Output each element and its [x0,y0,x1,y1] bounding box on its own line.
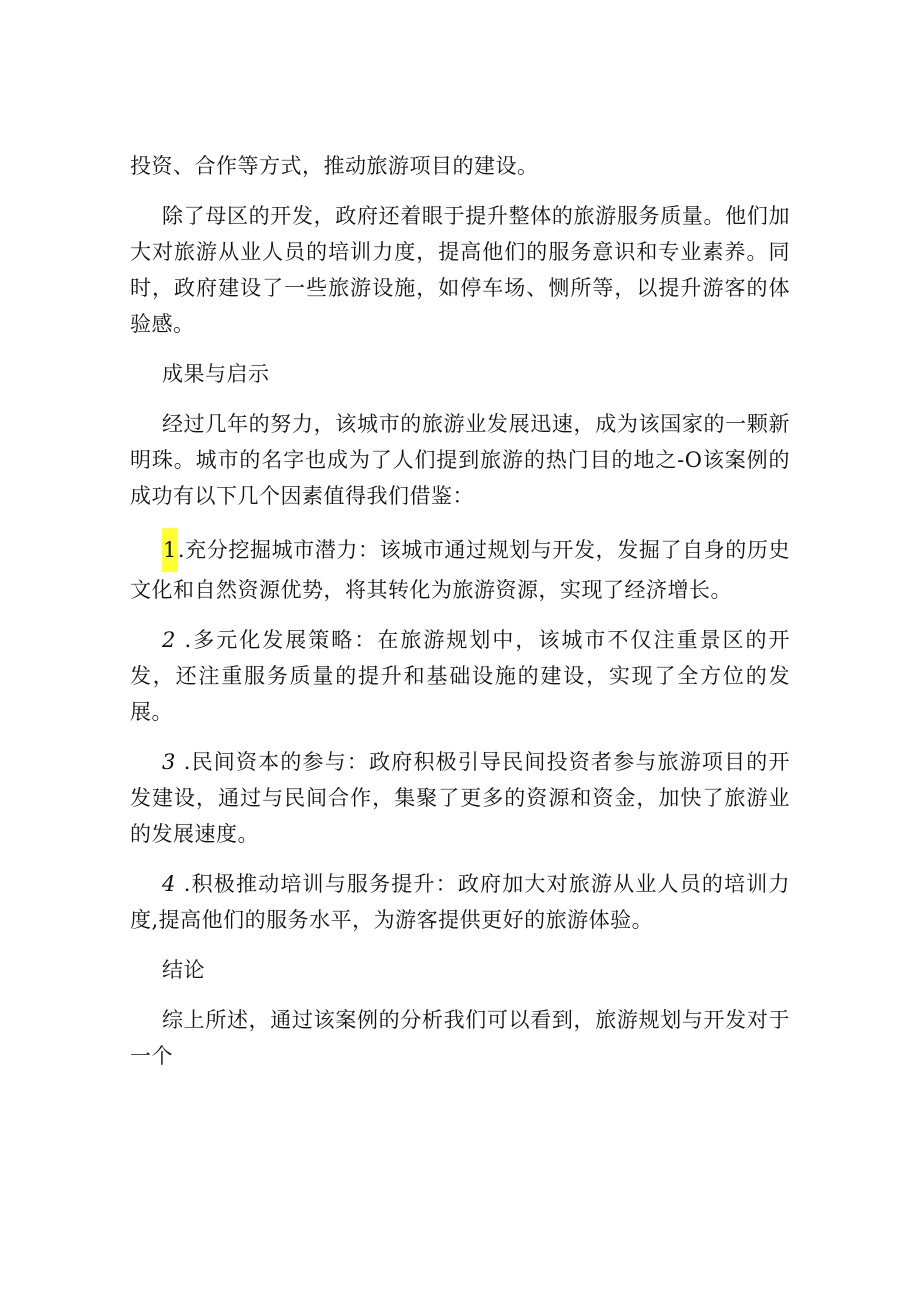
highlighted-item-number: 1 [162,528,178,572]
list-item-3 [130,744,790,852]
list-item-4-text: .积极推动培训与服务提升：政府加大对旅游从业人员的培训力度,提高他们的服务水平，为游客提供更好的旅游体验。 [130,872,790,932]
paragraph-conclusion: 综上所述，通过该案例的分析我们可以看到，旅游规划与开发对于一个 [130,1008,790,1068]
list-item-4-number: 4 [162,872,176,896]
paragraph-results: 经过几年的努力，该城市的旅游业发展迅速，成为该国家的一颗新明珠。城市的名字也成为了人们提到旅游的热门目的地之-O该案例的成功有以下几个因素值得我们借鉴： [130,412,790,508]
document-body [130,148,790,1074]
heading-results: 成果与启示 [162,362,270,386]
list-item-2-number: 2 [162,628,176,652]
heading-conclusion: 结论 [162,958,205,982]
list-item-1 [130,528,790,608]
list-item-4 [130,866,790,938]
list-item-2-text: .多元化发展策略：在旅游规划中，该城市不仅注重景区的开发，还注重服务质量的提升和基础设施的建设，实现了全方位的发展。 [130,628,790,724]
list-item-3-text: .民间资本的参与：政府积极引导民间投资者参与旅游项目的开发建设，通过与民间合作，集聚了更多的资源和资金，加快了旅游业的发展速度。 [130,750,790,846]
list-item-1-text: .充分挖掘城市潜力：该城市通过规划与开发，发掘了自身的历史文化和自然资源优势，将其转化为旅游资源，实现了经济增长。 [130,538,790,602]
list-item-2 [130,622,790,730]
paragraph-investment: 投资、合作等方式，推动旅游项目的建设。 [130,154,539,178]
paragraph-service-quality: 除了母区的开发，政府还着眼于提升整体的旅游服务质量。他们加大对旅游从业人员的培训力度，提高他们的服务意识和专业素养。同时，政府建设了一些旅游设施，如停车场、恻所等，以提升游客的体验感。 [130,204,790,336]
list-item-3-number: 3 [162,750,176,774]
